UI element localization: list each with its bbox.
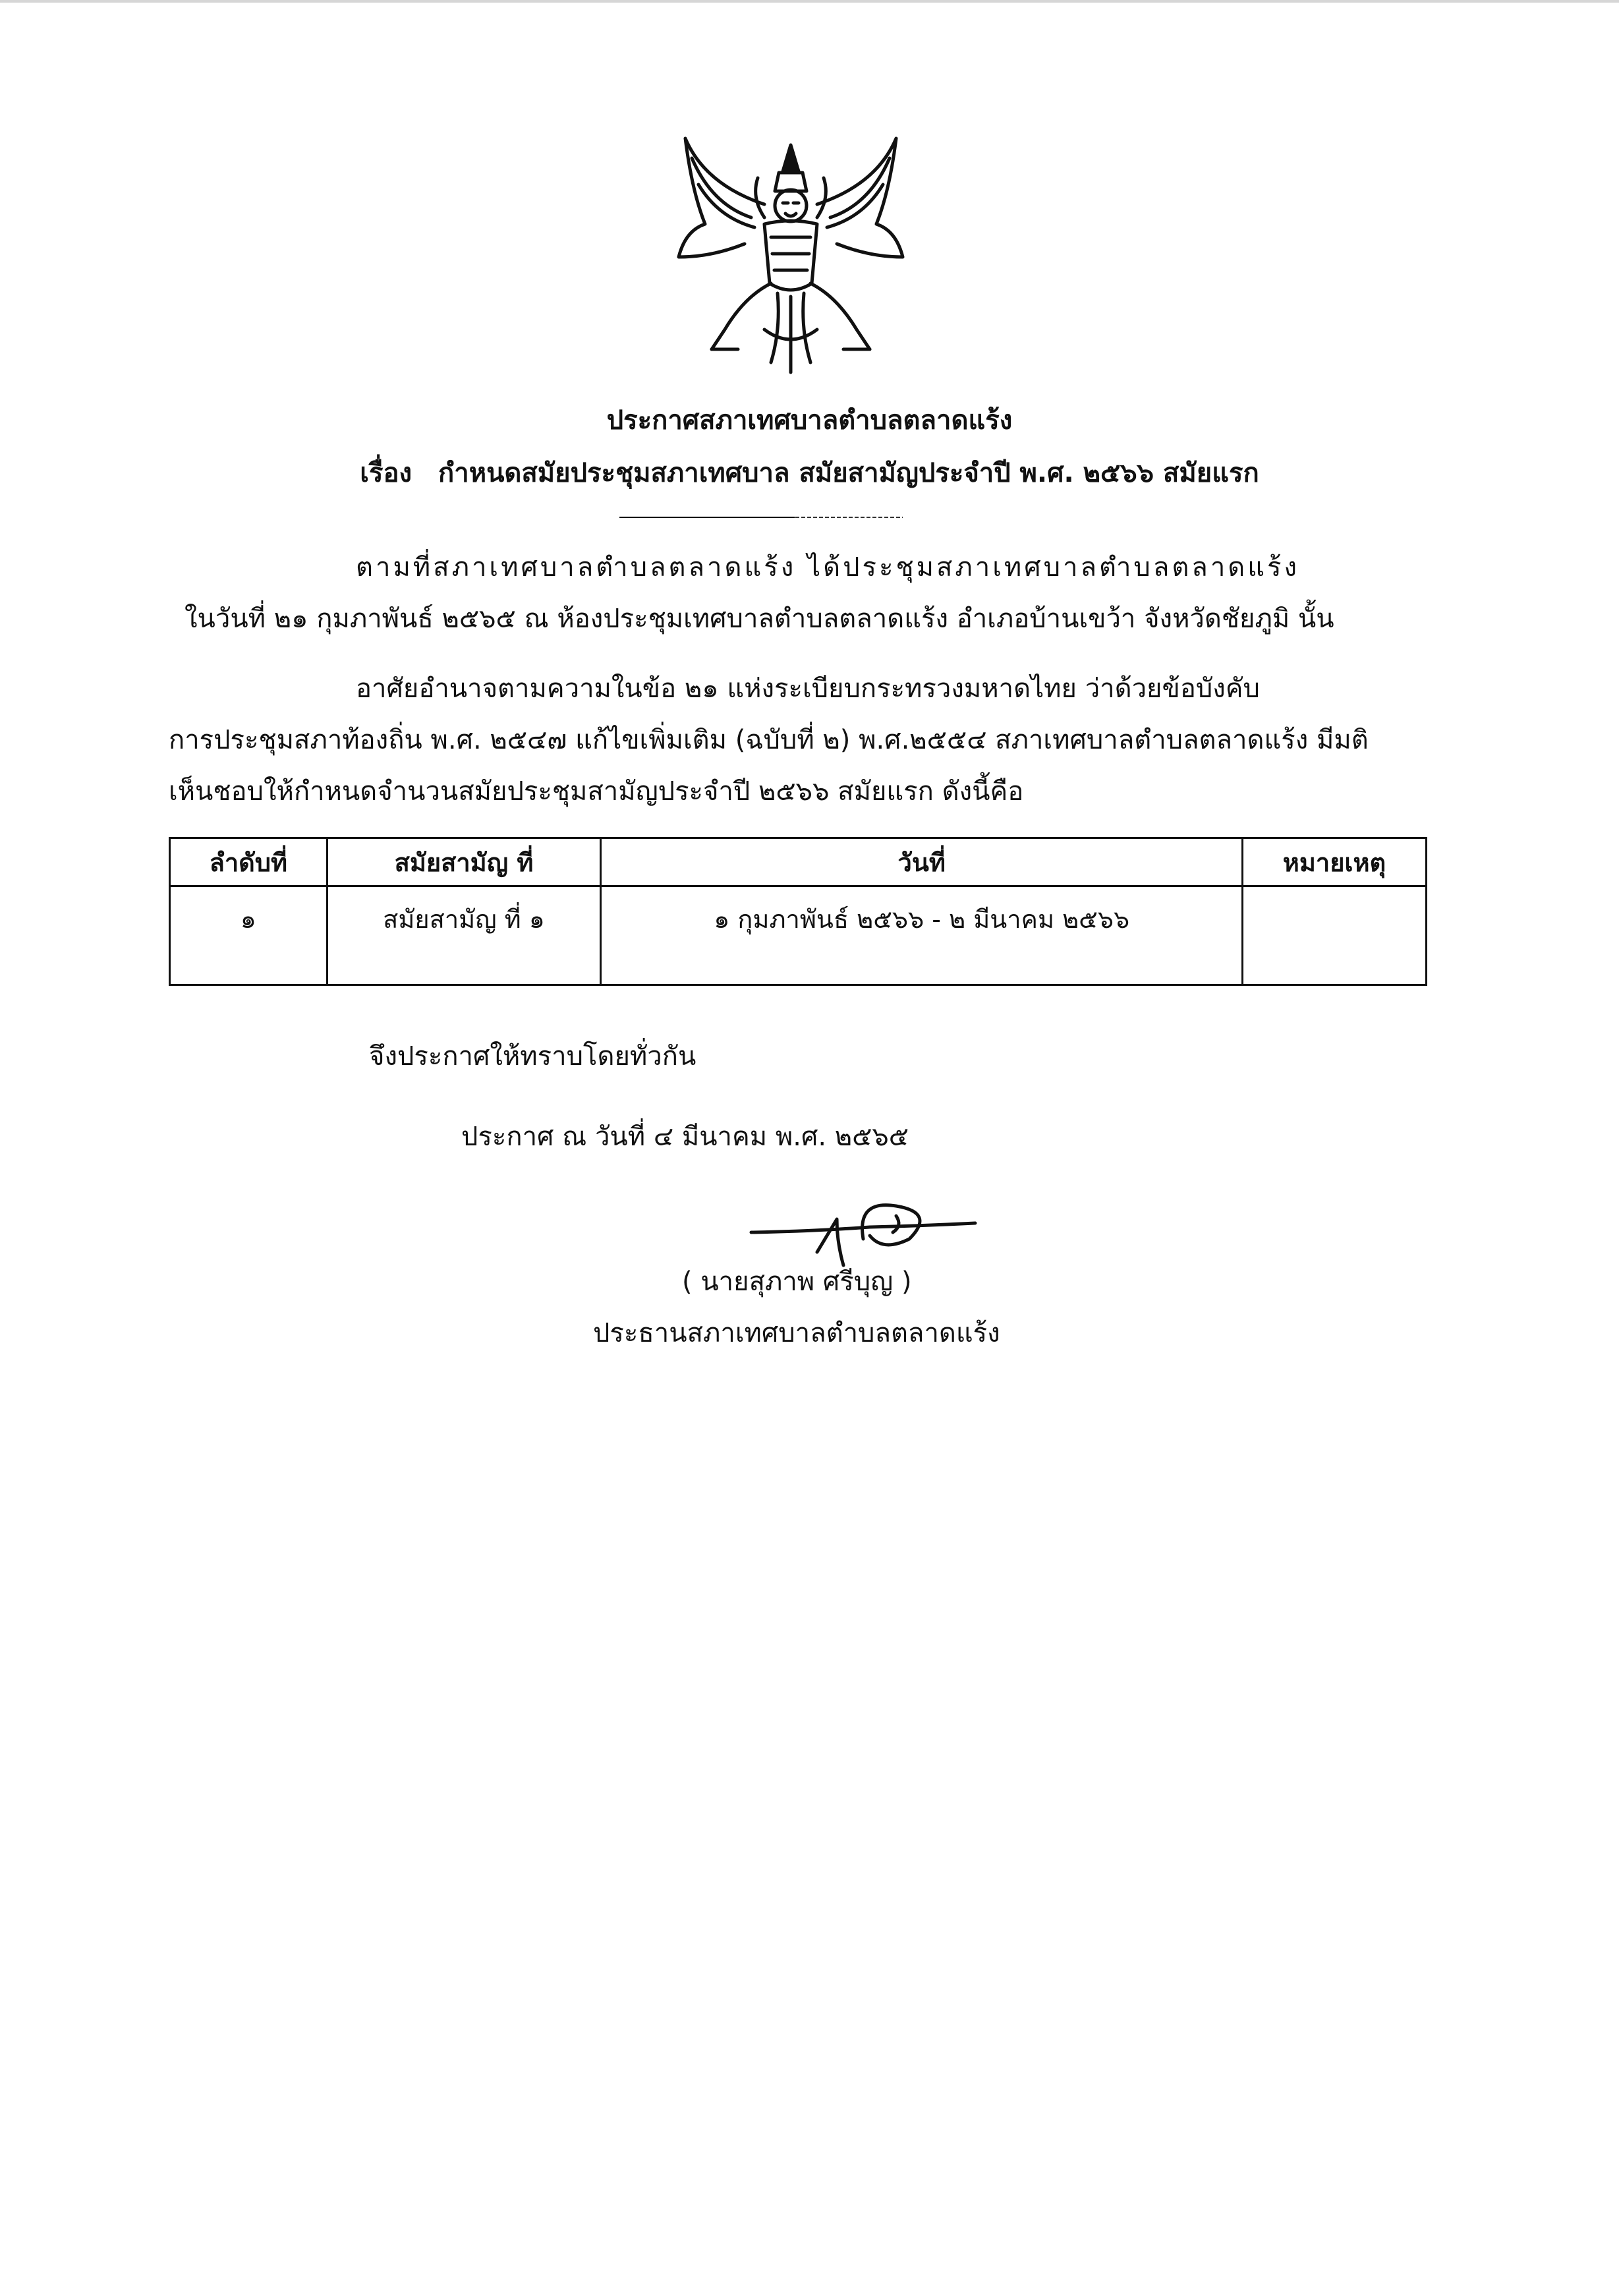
header-session: สมัยสามัญ ที่: [327, 838, 601, 886]
cell-order: ๑: [170, 886, 327, 985]
header-note: หมายเหตุ: [1242, 838, 1426, 886]
paragraph-2-line-2: การประชุมสภาท้องถิ่น พ.ศ. ๒๕๔๗ แก้ไขเพิ่มเติม (ฉบับที่ ๒) พ.ศ.๒๕๕๔ สภาเทศบาลตำบลตลาดแร้ง มีมติ: [169, 725, 1369, 755]
paragraph-1-line-2: ในวันที่ ๒๑ กุมภาพันธ์ ๒๕๖๕ ณ ห้องประชุมเทศบาลตำบลตลาดแร้ง อำเภอบ้านเขว้า จังหวัดชัยภูมิ นั้น: [185, 604, 1334, 634]
header-order: ลำดับที่: [170, 838, 327, 886]
session-schedule-table: [169, 837, 1427, 986]
subject-label: เรื่อง: [360, 458, 412, 488]
announcement-title: ประกาศสภาเทศบาลตำบลตลาดแร้ง: [606, 405, 1013, 436]
paragraph-1-line-1: ตามที่สภาเทศบาลตำบลตลาดแร้ง ได้ประชุมสภาเทศบาลตำบลตลาดแร้ง: [356, 552, 1300, 583]
header-date: วันที่: [601, 838, 1243, 886]
cell-dates: ๑ กุมภาพันธ์ ๒๕๖๖ - ๒ มีนาคม ๒๕๖๖: [601, 886, 1243, 985]
paragraph-2-line-1: อาศัยอำนาจตามความในข้อ ๒๑ แห่งระเบียบกระทรวงมหาดไทย ว่าด้วยข้อบังคับ: [356, 674, 1260, 704]
title-underline-dashed: [795, 517, 903, 518]
announcement-date: ประกาศ ณ วันที่ ๔ มีนาคม พ.ศ. ๒๕๖๕: [461, 1122, 909, 1152]
table-row: [170, 886, 1427, 985]
subject-text: กำหนดสมัยประชุมสภาเทศบาล สมัยสามัญประจำปี พ.ศ. ๒๕๖๖ สมัยแรก: [438, 458, 1259, 488]
announcement-subject: [0, 451, 1619, 494]
signer-title: ประธานสภาเทศบาลตำบลตลาดแร้ง: [593, 1318, 1000, 1348]
cell-session: สมัยสามัญ ที่ ๑: [327, 886, 601, 985]
handwritten-signature: [738, 1180, 988, 1272]
cell-note: [1242, 886, 1426, 985]
closing-announce: จึงประกาศให้ทราบโดยทั่วกัน: [369, 1041, 696, 1072]
scan-top-edge: [0, 0, 1619, 3]
table-header-row: [170, 838, 1427, 886]
paragraph-2-line-3: เห็นชอบให้กำหนดจำนวนสมัยประชุมสามัญประจำปี ๒๕๖๖ สมัยแรก ดังนี้คือ: [169, 776, 1024, 807]
signer-name: ( นายสุภาพ ศรีบุญ ): [682, 1267, 912, 1297]
garuda-emblem-icon: [666, 132, 916, 382]
